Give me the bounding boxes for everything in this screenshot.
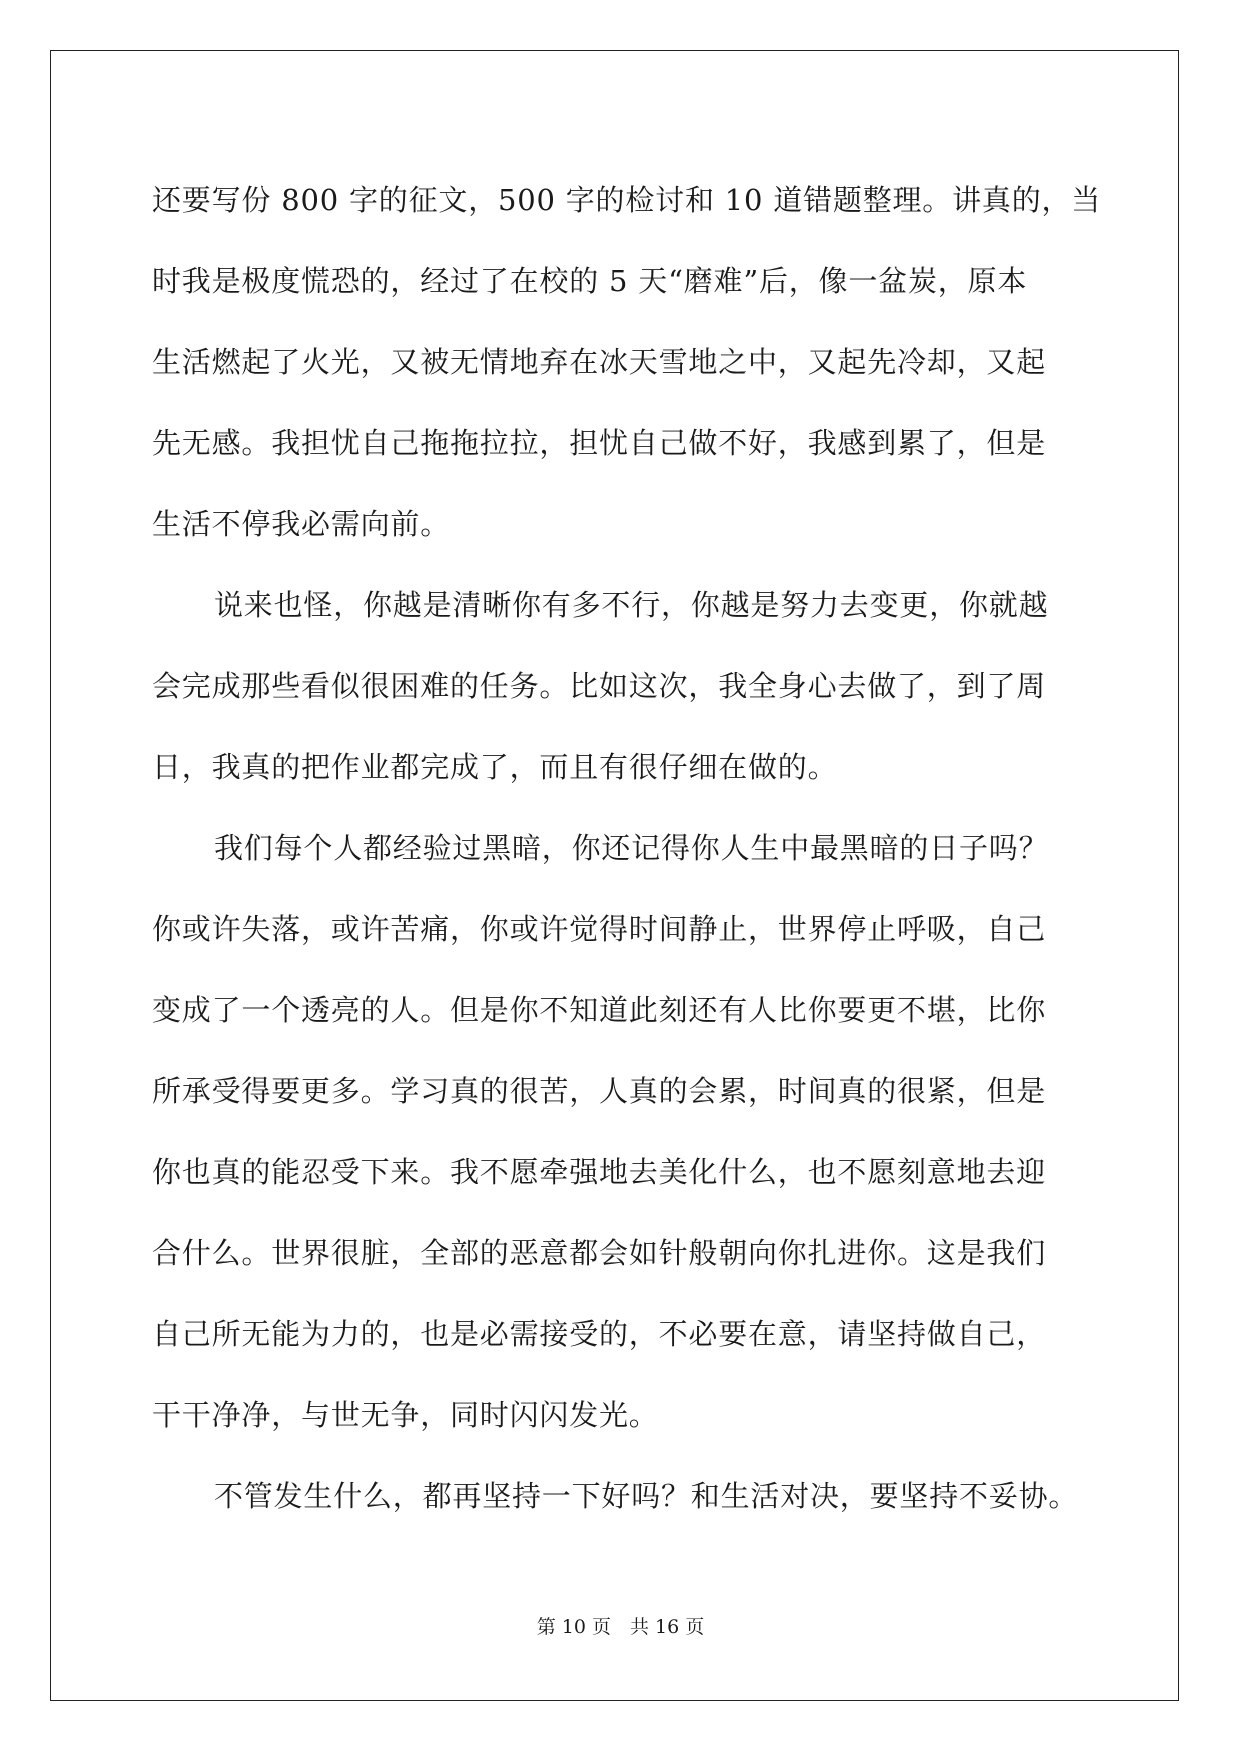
text-line: 还要写份 800 字的征文，500 字的检讨和 10 道错题整理。讲真的，当 bbox=[152, 183, 1102, 217]
text-line: 自己所无能为力的，也是必需接受的，不必要在意，请坚持做自己， bbox=[152, 1317, 1047, 1351]
paragraph-4 bbox=[152, 1456, 1102, 1537]
text-line: 合什么。世界很脏，全部的恶意都会如针般朝向你扎进你。这是我们 bbox=[152, 1236, 1047, 1270]
text-line: 你也真的能忍受下来。我不愿牵强地去美化什么，也不愿刻意地去迎 bbox=[152, 1155, 1047, 1189]
text-line: 变成了一个透亮的人。但是你不知道此刻还有人比你要更不堪，比你 bbox=[152, 993, 1047, 1027]
text-line: 说来也怪，你越是清晰你有多不行，你越是努力去变更，你就越 bbox=[214, 588, 1049, 622]
paragraph-2 bbox=[152, 565, 1102, 808]
text-line: 生活不停我必需向前。 bbox=[152, 507, 451, 541]
text-line: 你或许失落，或许苦痛，你或许觉得时间静止，世界停止呼吸，自己 bbox=[152, 912, 1047, 946]
page-number: 第 10 页 共 16 页 bbox=[536, 1616, 705, 1638]
paragraph-1 bbox=[152, 160, 1102, 565]
text-line: 不管发生什么，都再坚持一下好吗？和生活对决，要坚持不妥协。 bbox=[214, 1479, 1079, 1513]
paragraph-3 bbox=[152, 808, 1102, 1456]
text-line: 干干净净，与世无争，同时闪闪发光。 bbox=[152, 1398, 659, 1432]
text-line: 会完成那些看似很困难的任务。比如这次，我全身心去做了，到了周 bbox=[152, 669, 1047, 703]
document-body bbox=[152, 160, 1102, 1537]
text-line: 先无感。我担忧自己拖拖拉拉，担忧自己做不好，我感到累了，但是 bbox=[152, 426, 1047, 460]
text-line: 我们每个人都经验过黑暗，你还记得你人生中最黑暗的日子吗？ bbox=[214, 831, 1049, 865]
text-line: 日，我真的把作业都完成了，而且有很仔细在做的。 bbox=[152, 750, 838, 784]
text-line: 所承受得要更多。学习真的很苦，人真的会累，时间真的很紧，但是 bbox=[152, 1074, 1047, 1108]
text-line: 生活燃起了火光，又被无情地弃在冰天雪地之中，又起先冷却，又起 bbox=[152, 345, 1047, 379]
page-footer bbox=[0, 1612, 1241, 1639]
text-line: 时我是极度慌恐的，经过了在校的 5 天“磨难”后，像一盆炭，原本 bbox=[152, 264, 1028, 298]
